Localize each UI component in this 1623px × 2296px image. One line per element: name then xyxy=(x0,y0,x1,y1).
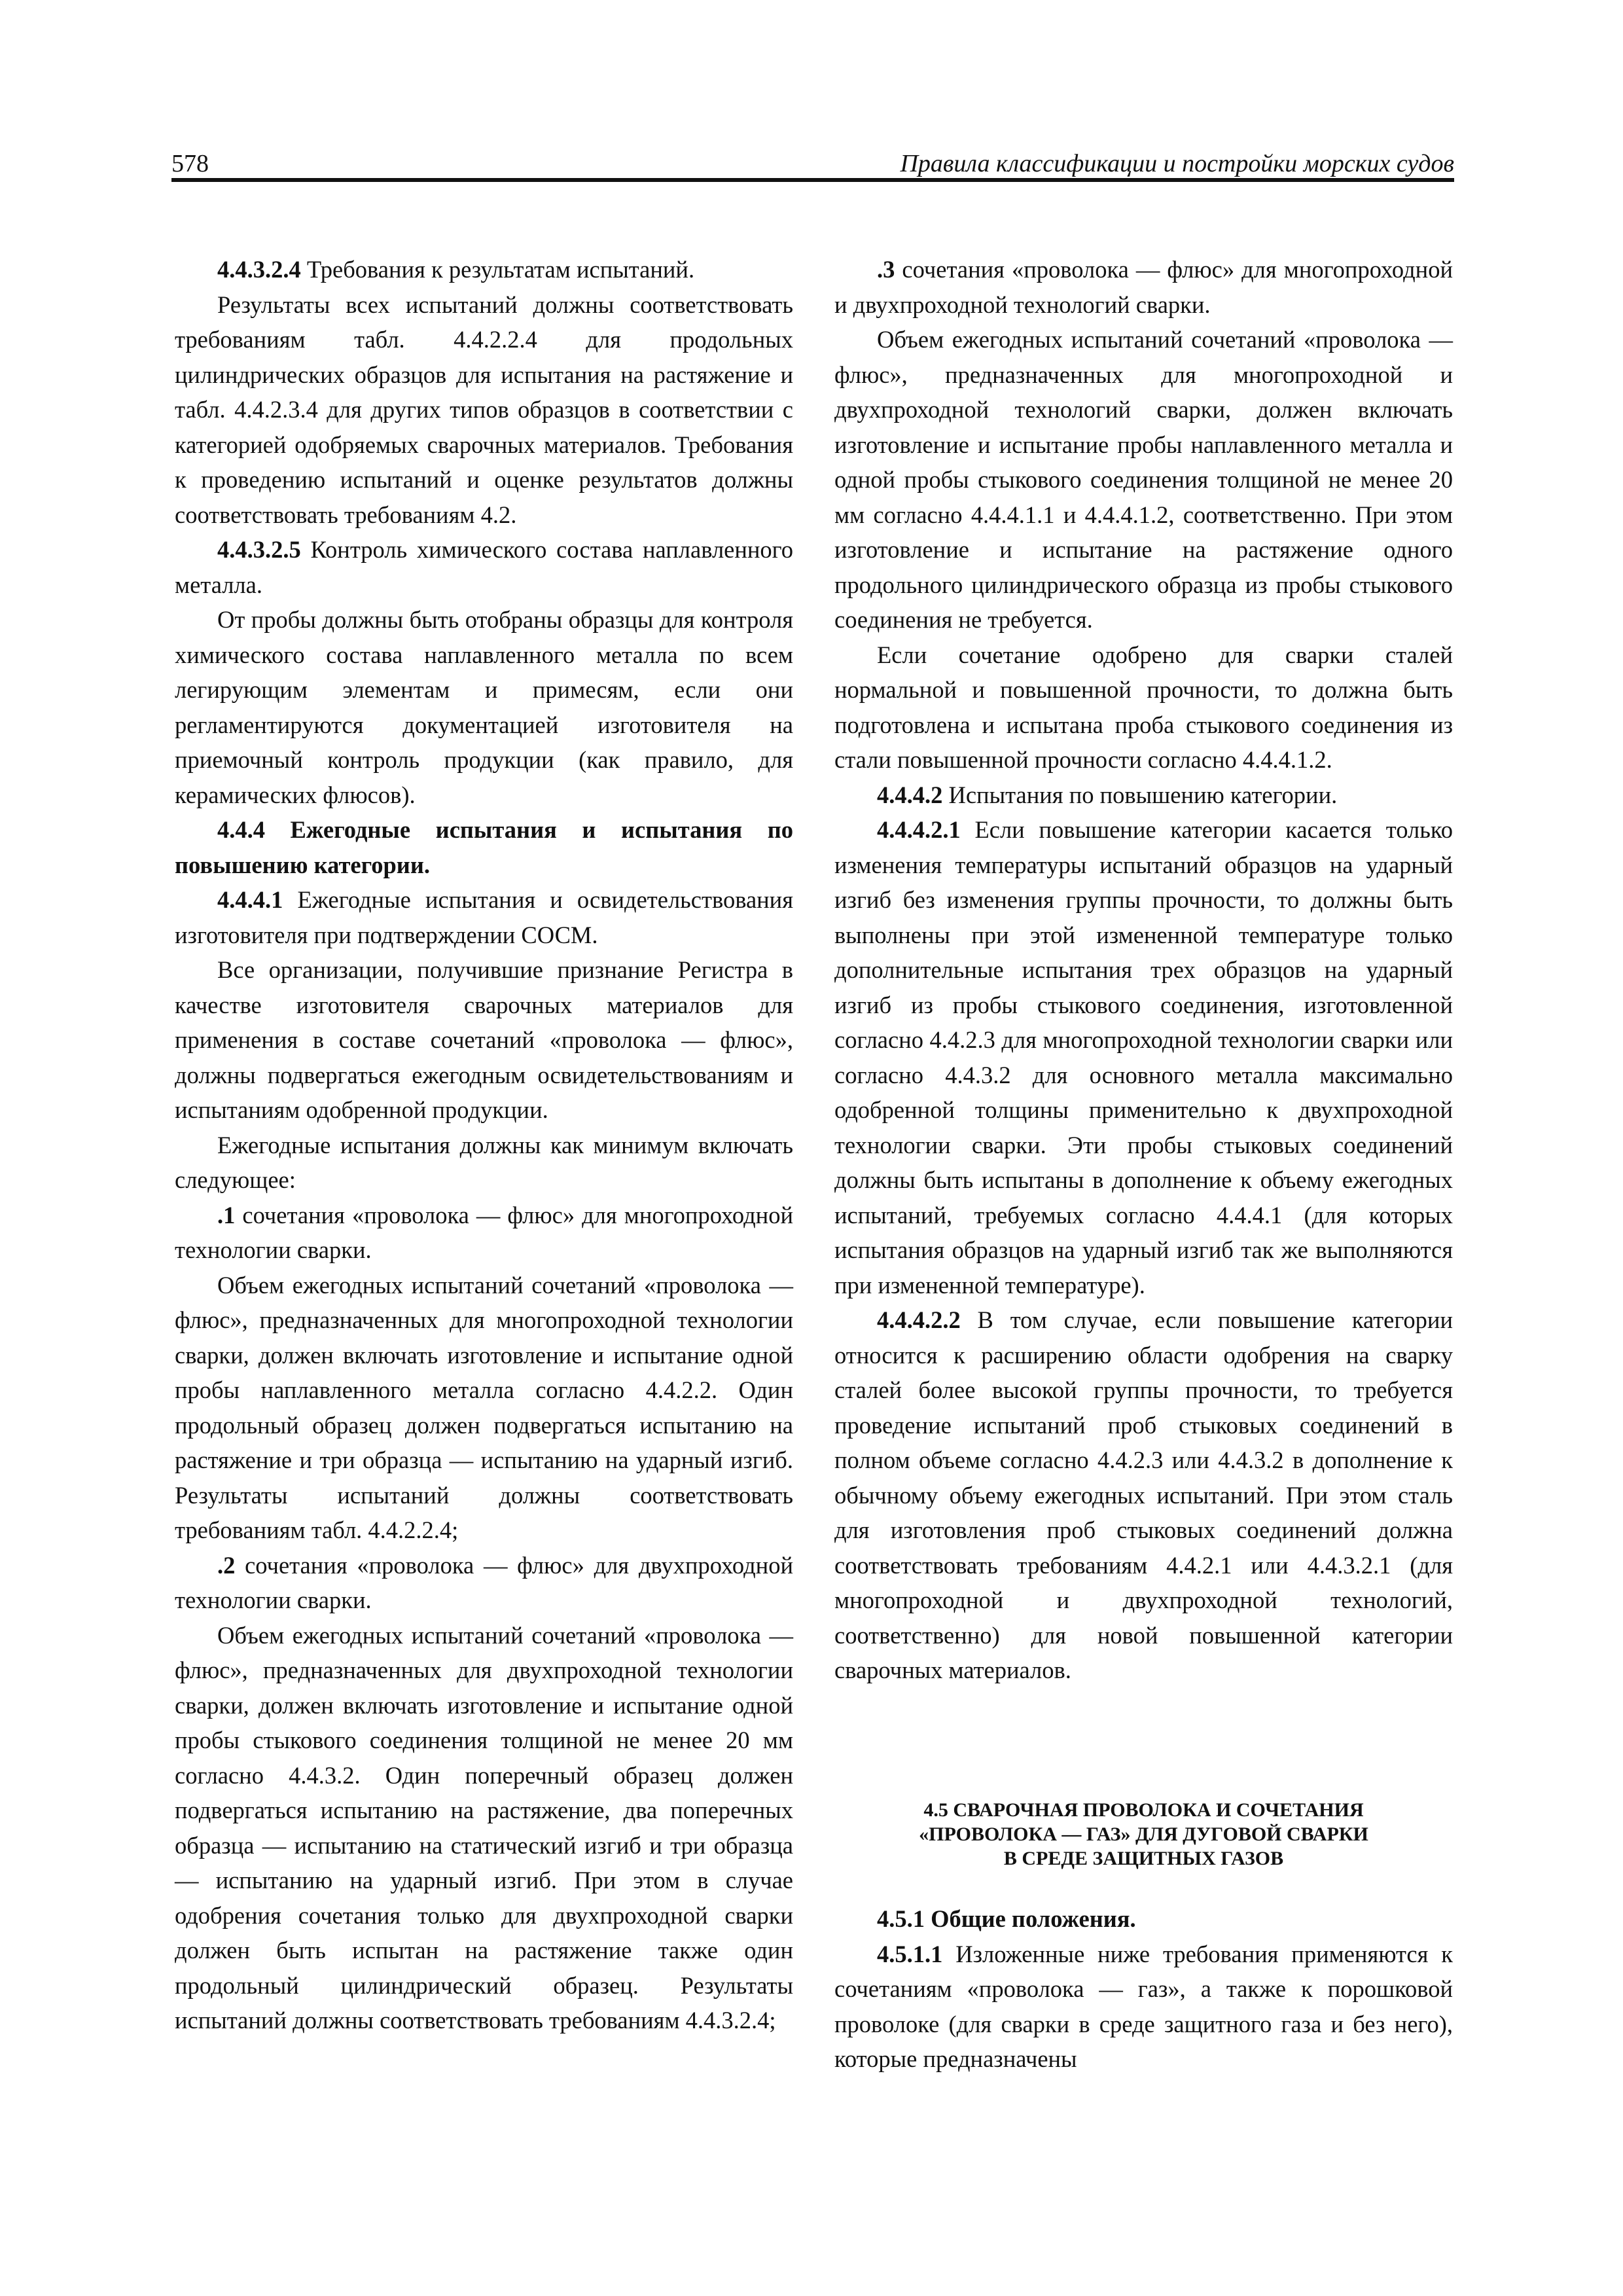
right-column xyxy=(834,252,1453,1688)
paragraph: Ежегодные испытания должны как минимум включать следующее: xyxy=(175,1131,793,1193)
paragraph: Если сочетание одобрено для сварки сталей нормальной и повышенной прочности, то должна быть подготовлена и испытана проба стыкового соединения из стали повышенной прочности согласно 4.4.4.1.2. xyxy=(834,641,1453,773)
paragraph: 4.4.3.2.4 Требования к результатам испытаний. xyxy=(217,256,695,283)
paragraph: Объем ежегодных испытаний сочетаний «проволока — флюс», предназначенных для многопроходной технологии сварки, должен включать изготовление и испытание одной пробы наплавленного металла согласно 4.4.2.2. Один продольный образец должен подвергаться испытанию на растяжение и три образца — испытанию на ударный изгиб. Результаты испытаний должны соответствовать требованиям табл. 4.4.2.2.4; xyxy=(175,1271,793,1543)
list-item: .2 сочетания «проволока — флюс» для двухпроходной технологии сварки. xyxy=(175,1551,793,1613)
paragraph: 4.4.4.2.1 Если повышение категории касается только изменения температуры испытаний образцов на ударный изгиб без изменения группы прочности, то должны быть выполнены при этой измененной температуре только дополнительные испытания трех образцов на ударный изгиб из пробы стыкового соединения, изготовленной согласно 4.4.2.3 для многопроходной технологии сварки или согласно 4.4.3.2 для основного металла максимально одобренной толщины применительно к двухпроходной технологии сварки. Эти пробы стыковых соединений должны быть испытаны в дополнение к объему ежегодных испытаний, требуемых согласно 4.4.4.1 (для которых испытания образцов на ударный изгиб так же выполняются при измененной температуре). xyxy=(834,816,1453,1299)
header-rule xyxy=(171,178,1454,182)
list-item: .3 сочетания «проволока — флюс» для многопроходной и двухпроходной технологий сварки. xyxy=(834,256,1453,318)
subsection-heading: 4.4.4 Ежегодные испытания и испытания по повышению категории. xyxy=(175,816,793,878)
paragraph: 4.4.3.2.5 Контроль химического состава наплавленного металла. xyxy=(175,536,793,598)
running-title: Правила классификации и постройки морских судов xyxy=(900,150,1454,177)
section-title-line: 4.5 СВАРОЧНАЯ ПРОВОЛОКА И СОЧЕТАНИЯ xyxy=(923,1799,1364,1821)
right-column-lower xyxy=(834,1901,1453,2077)
page-number: 578 xyxy=(171,150,209,177)
paragraph: 4.4.4.2 Испытания по повышению категории. xyxy=(877,781,1338,808)
left-column xyxy=(175,252,793,2038)
subsection-heading: 4.5.1 Общие положения. xyxy=(877,1905,1136,1932)
paragraph: 4.4.4.1 Ежегодные испытания и освидетельствования изготовителя при подтверждении СОСМ. xyxy=(175,886,793,948)
paragraph: Объем ежегодных испытаний сочетаний «проволока — флюс», предназначенных для многопроходной и двухпроходной технологий сварки, должен включать изготовление и испытание пробы наплавленного металла и одной пробы стыкового соединения толщиной не менее 20 мм согласно 4.4.4.1.1 и 4.4.4.1.2, соответственно. При этом изготовление и испытание на растяжение одного продольного цилиндрического образца из пробы стыкового соединения не требуется. xyxy=(834,326,1453,633)
section-title-line: «ПРОВОЛОКА — ГАЗ» ДЛЯ ДУГОВОЙ СВАРКИ xyxy=(919,1823,1368,1845)
paragraph: 4.5.1.1 Изложенные ниже требования применяются к сочетаниям «проволока — газ», а также к порошковой проволоке (для сварки в среде защитного газа и без него), которые предназначены xyxy=(834,1940,1453,2072)
paragraph: Объем ежегодных испытаний сочетаний «проволока — флюс», предназначенных для двухпроходной технологии сварки, должен включать изготовление и испытание одной пробы стыкового соединения толщиной не менее 20 мм согласно 4.4.3.2. Один поперечный образец должен подвергаться испытанию на растяжение, два поперечных образца — испытанию на статический изгиб и три образца — испытанию на ударный изгиб. При этом в случае одобрения сочетания только для двухпроходной сварки должен быть испытан на растяжение также один продольный цилиндрический образец. Результаты испытаний должны соответствовать требованиям 4.4.3.2.4; xyxy=(175,1621,793,2034)
list-item: .1 сочетания «проволока — флюс» для многопроходной технологии сварки. xyxy=(175,1201,793,1263)
section-title xyxy=(834,1798,1453,1871)
paragraph: Результаты всех испытаний должны соответствовать требованиям табл. 4.4.2.2.4 для продольных цилиндрических образцов для испытания на растяжение и табл. 4.4.2.3.4 для других типов образцов в соответствии с категорией одобряемых сварочных материалов. Требования к проведению испытаний и оценке результатов должны соответствовать требованиям 4.2. xyxy=(175,291,793,528)
section-title-line: В СРЕДЕ ЗАЩИТНЫХ ГАЗОВ xyxy=(1003,1848,1284,1869)
paragraph: 4.4.4.2.2 В том случае, если повышение категории относится к расширению области одобрения на сварку сталей более высокой группы прочности, то требуется проведение испытаний проб стыковых соединений в полном объеме согласно 4.4.2.3 или 4.4.3.2 в дополнение к обычному объему ежегодных испытаний. При этом сталь для изготовления проб стыковых соединений должна соответствовать требованиям 4.4.2.1 или 4.4.3.2.1 (для многопроходной и двухпроходной технологий, соответственно) для новой повышенной категории сварочных материалов. xyxy=(834,1306,1453,1683)
paragraph: Все организации, получившие признание Регистра в качестве изготовителя сварочных материалов для применения в составе сочетаний «проволока — флюс», должны подвергаться ежегодным освидетельствованиям и испытаниям одобренной продукции. xyxy=(175,956,793,1123)
paragraph: От пробы должны быть отобраны образцы для контроля химического состава наплавленного металла по всем легирующим элементам и примесям, если они регламентируются документацией изготовителя на приемочный контроль продукции (как правило, для керамических флюсов). xyxy=(175,606,793,808)
